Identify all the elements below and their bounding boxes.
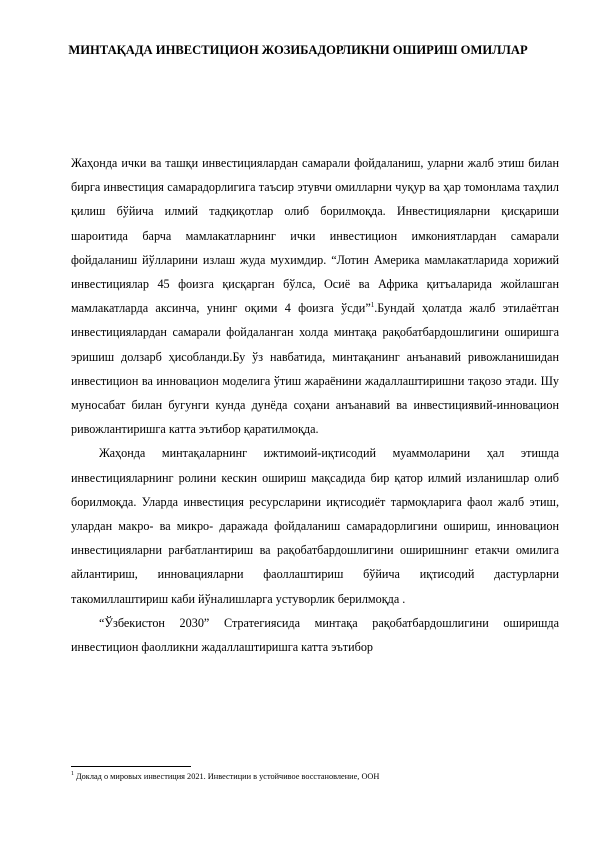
paragraph-1: [71, 151, 559, 441]
paragraph-1-text-after: .Бундай ҳолатда жалб этилаётган инвестициялардан самарали фойдаланган холда минтақа рақобатбардошлигини оширишга эришиш долзарб ҳисобланди.Бу ўз навбатида, минтақанинг анъанавий ривожланишидан инвестицион ва инновацион моделига ўтиш жараёнини жадаллаштиришни тақозо этади. Шу муносабат билан бугунги кунда дунёда соҳани анъанавий ва инвестициявий-инновацион ривожлантиришга катта эътибор қаратилмоқда.: [71, 301, 559, 437]
document-title: МИНТАҚАДА ИНВЕСТИЦИОН ЖОЗИБАДОРЛИКНИ ОШИРИШ ОМИЛЛАР: [68, 43, 528, 57]
paragraph-1-text-before: Жаҳонда ички ва ташқи инвестициялардан самарали фойдаланиш, уларни жалб этиш билан бирга инвестиция самарадорлигига таъсир этувчи омилларни чуқур ва ҳар томонлама таҳлил қилиш бўйича илмий тадқиқотлар олиб борилмоқда. Инвестицияларни қисқариши шароитида барча мамлакатларнинг ички инвестицион имкониятлардан самарали фойдаланиш йўлларини излаш жуда мухимдир. “Лотин Америка мамлакатларида хорижий инвестициялар 45 фоизга қисқарган бўлса, Осиё ва Африка қитъаларида жойлашган мамлакатларда аксинча, унинг оқими 4 фоизга ўсди”: [71, 156, 559, 316]
footnote-text: Доклад о мировых инвестиция 2021. Инвестиции в устойчивое восстановление, ООН: [76, 772, 380, 781]
paragraph-3: “Ўзбекистон 2030” Стратегиясида минтақа рақобатбардошлигини оширишда инвестицион фаолликни жадаллаштиришга катта эътибор: [71, 615, 559, 655]
footnote-reference[interactable]: 1: [370, 301, 375, 310]
document-body: [71, 151, 559, 659]
paragraph-2: Жаҳонда минтақаларнинг ижтимоий-иқтисодий муаммоларини ҳал этишда инвестицияларнинг ролини кескин ошириш мақсадида бир қатор илмий изланишлар олиб борилмоқда. Уларда инвестиция ресурсларини иқтисодиёт тармоқларига фаол жалб этиш, улардан макро- ва микро- даражада фойдаланиш самарадорлигини ошириш, инновацион инвестицияларни рағбатлантириш ва рақобатбардошлигини оширишнинг етакчи омилига айлантириш, инновацияларни фаоллаштириш бўйича иқтисодий дастурларни такомиллаштириш каби йўналишларга устуворлик берилмоқда .: [71, 446, 559, 606]
footnote: [71, 771, 559, 782]
footnote-mark: 1: [71, 771, 74, 778]
footnote-separator: [71, 766, 191, 767]
